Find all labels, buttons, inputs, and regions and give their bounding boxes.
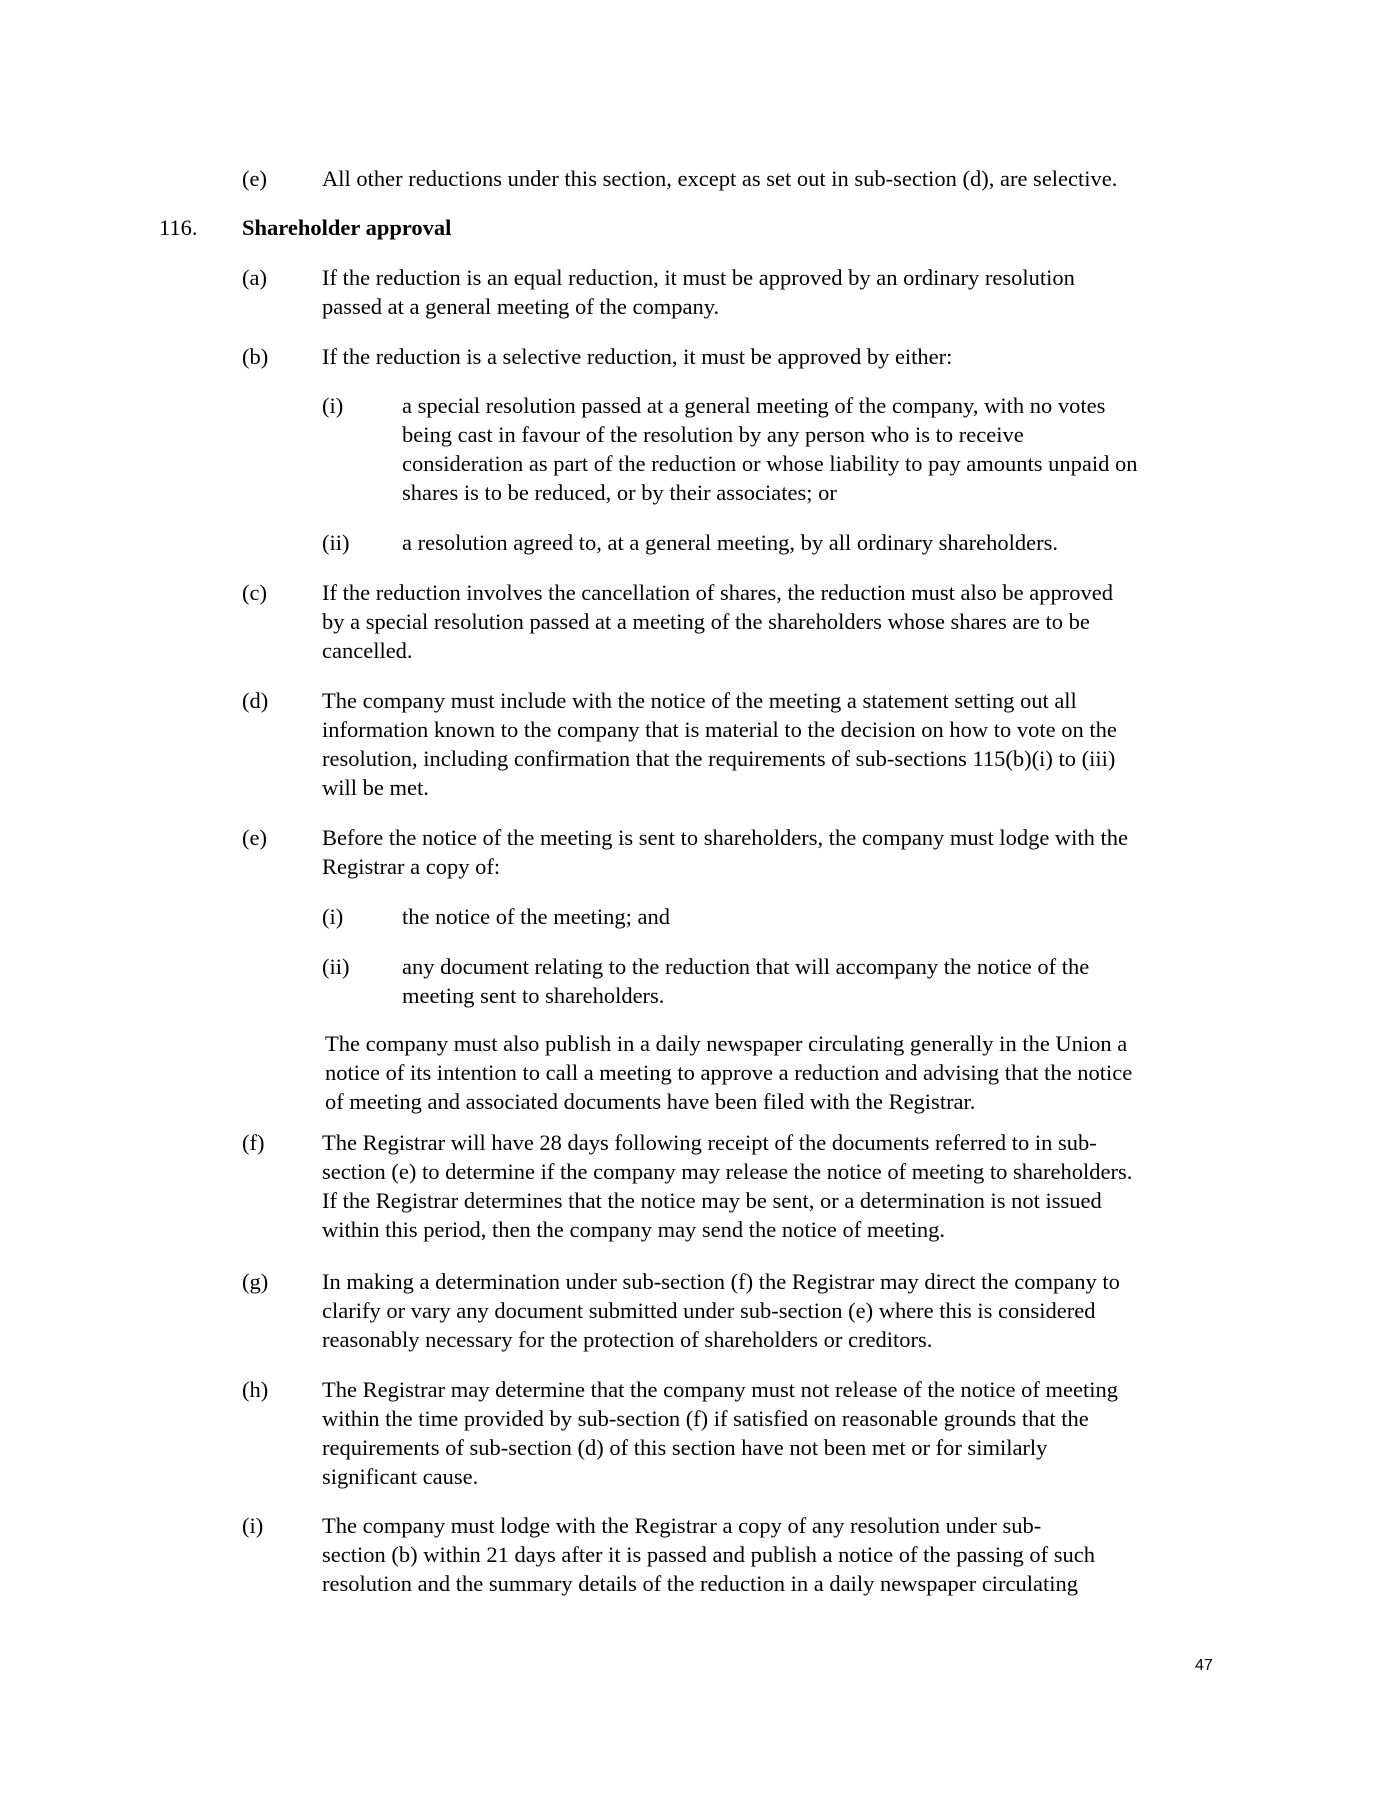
clause-number: (i)	[322, 904, 344, 929]
clause-text	[322, 686, 1222, 802]
text-line: If the reduction is an equal reduction, it must be approved by an ordinary resolution	[322, 265, 1075, 290]
text-line: of meeting and associated documents have been filed with the Registrar.	[325, 1089, 976, 1114]
text-line: will be met.	[322, 775, 429, 800]
clause-text	[402, 902, 1302, 931]
text-line: within the time provided by sub-section (f) if satisfied on reasonable grounds that the	[322, 1406, 1089, 1431]
text-line: any document relating to the reduction that will accompany the notice of the	[402, 954, 1090, 979]
clause-number: (e)	[242, 166, 267, 191]
text-line: shares is to be reduced, or by their associates; or	[402, 480, 837, 505]
text-line: Shareholder approval	[242, 215, 452, 240]
text-line: notice of its intention to call a meeting to approve a reduction and advising that the notice	[325, 1060, 1133, 1085]
clause-number: (c)	[242, 580, 267, 605]
clause-text	[322, 1511, 1222, 1598]
text-line: clarify or vary any document submitted under sub-section (e) where this is considered	[322, 1298, 1096, 1323]
clause-number: (f)	[242, 1130, 265, 1155]
text-line: information known to the company that is material to the decision on how to vote on the	[322, 717, 1117, 742]
clause-text	[402, 391, 1302, 507]
text-line: consideration as part of the reduction or whose liability to pay amounts unpaid on	[402, 451, 1138, 476]
clause-number: (h)	[242, 1377, 269, 1402]
text-line: within this period, then the company may send the notice of meeting.	[322, 1217, 945, 1242]
text-line: cancelled.	[322, 638, 413, 663]
text-line: a resolution agreed to, at a general meeting, by all ordinary shareholders.	[402, 530, 1059, 555]
clause-text	[402, 528, 1302, 557]
text-line: section (b) within 21 days after it is passed and publish a notice of the passing of such	[322, 1542, 1095, 1567]
clause-text	[322, 1267, 1222, 1354]
text-line: resolution and the summary details of the reduction in a daily newspaper circulating	[322, 1571, 1079, 1596]
text-line: resolution, including confirmation that the requirements of sub-sections 115(b)(i) to (iii)	[322, 746, 1116, 771]
text-line: passed at a general meeting of the company.	[322, 294, 720, 319]
text-line: requirements of sub-section (d) of this section have not been met or for similarly	[322, 1435, 1048, 1460]
text-line: Before the notice of the meeting is sent to shareholders, the company must lodge with the	[322, 825, 1129, 850]
clause-number: (a)	[242, 265, 267, 290]
clause-text	[322, 1375, 1222, 1491]
clause-text	[402, 952, 1302, 1010]
text-line: the notice of the meeting; and	[402, 904, 671, 929]
clause-text	[322, 164, 1222, 193]
clause-text	[322, 1128, 1222, 1244]
page-number: 47	[1195, 1657, 1213, 1674]
text-line: significant cause.	[322, 1464, 479, 1489]
text-line: being cast in favour of the resolution by any person who is to receive	[402, 422, 1024, 447]
clause-text	[322, 823, 1222, 881]
text-line: by a special resolution passed at a meeting of the shareholders whose shares are to be	[322, 609, 1090, 634]
clause-text	[322, 263, 1222, 321]
clause-number: (g)	[242, 1269, 269, 1294]
clause-text	[322, 342, 1222, 371]
text-line: The Registrar will have 28 days following receipt of the documents referred to in sub-	[322, 1130, 1097, 1155]
clause-number: (b)	[242, 344, 269, 369]
text-line: If the reduction is a selective reduction, it must be approved by either:	[322, 344, 953, 369]
text-line: The company must lodge with the Registrar a copy of any resolution under sub-	[322, 1513, 1042, 1538]
text-line: The company must also publish in a daily newspaper circulating generally in the Union a	[325, 1031, 1128, 1056]
clause-number: (e)	[242, 825, 267, 850]
clause-text	[325, 1029, 1225, 1116]
clause-text	[322, 578, 1222, 665]
text-line: reasonably necessary for the protection of shareholders or creditors.	[322, 1327, 933, 1352]
text-line: meeting sent to shareholders.	[402, 983, 665, 1008]
text-line: The company must include with the notice of the meeting a statement setting out all	[322, 688, 1077, 713]
clause-number: (ii)	[322, 954, 350, 979]
text-line: In making a determination under sub-section (f) the Registrar may direct the company to	[322, 1269, 1120, 1294]
text-line: section (e) to determine if the company may release the notice of meeting to shareholders.	[322, 1159, 1133, 1184]
text-line: The Registrar may determine that the company must not release of the notice of meeting	[322, 1377, 1118, 1402]
clause-number: (i)	[242, 1513, 264, 1538]
clause-number: (ii)	[322, 530, 350, 555]
clause-number: (i)	[322, 393, 344, 418]
text-line: If the reduction involves the cancellation of shares, the reduction must also be approved	[322, 580, 1113, 605]
clause-number: 116.	[159, 215, 198, 240]
clause-number: (d)	[242, 688, 269, 713]
text-line: Registrar a copy of:	[322, 854, 501, 879]
clause-text	[242, 213, 1142, 242]
text-line: If the Registrar determines that the notice may be sent, or a determination is not issued	[322, 1188, 1102, 1213]
text-line: a special resolution passed at a general meeting of the company, with no votes	[402, 393, 1106, 418]
text-line: All other reductions under this section, except as set out in sub-section (d), are selective.	[322, 166, 1118, 191]
